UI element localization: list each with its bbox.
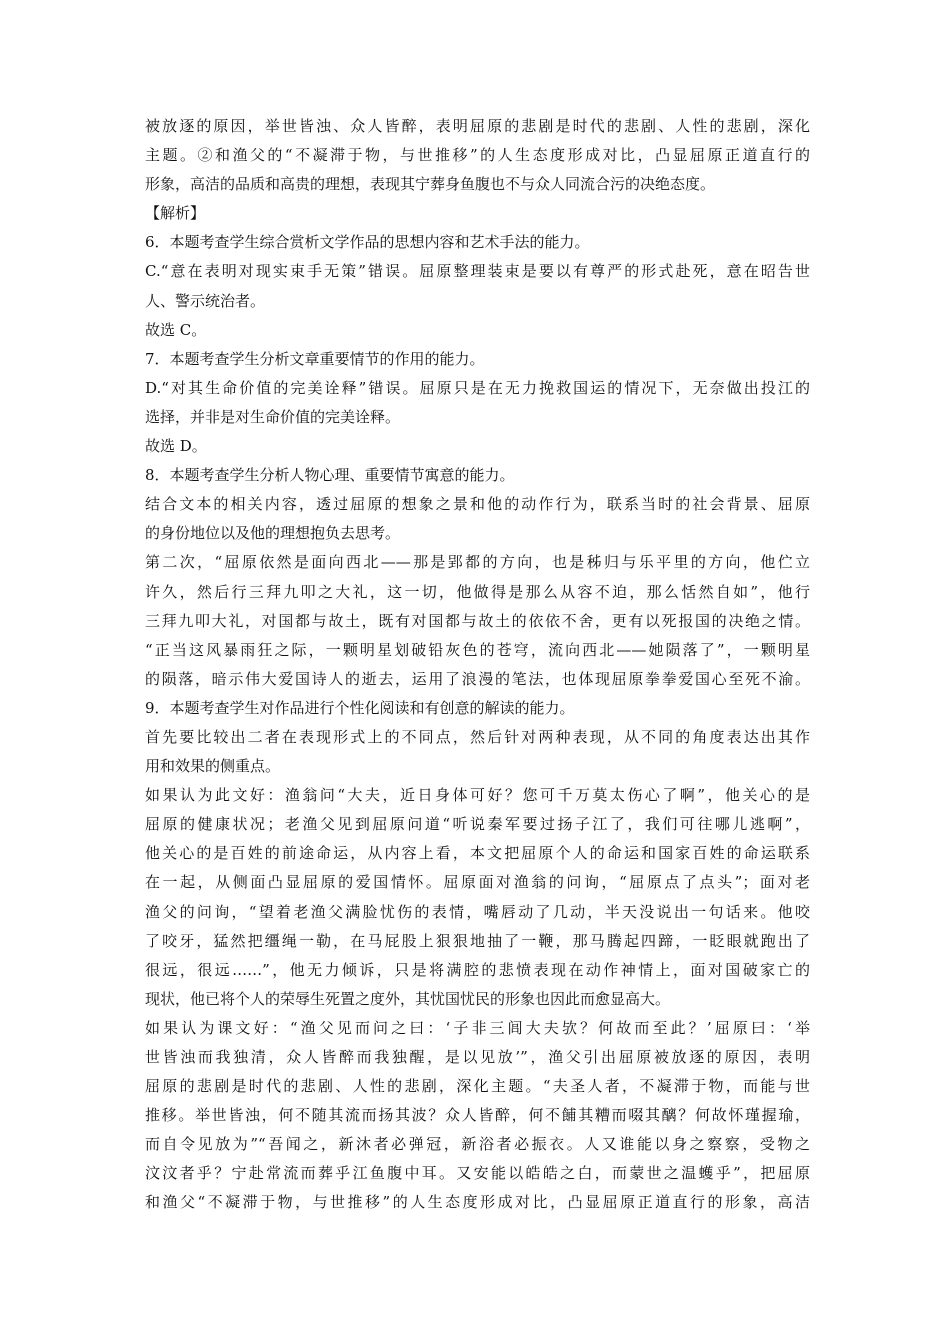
text-line: 人、警示统治者。 bbox=[145, 291, 266, 310]
text-line: 如果认为课文好：“渔父见而问之曰：‘子非三闾大夫欤？何故而至此？’屈原曰：‘举 bbox=[145, 1018, 810, 1037]
text-line: 用和效果的侧重点。 bbox=[145, 757, 281, 776]
text-line: 推移。举世皆浊，何不随其流而扬其波？众人皆醉，何不餔其糟而啜其醨？何故怀瑾握瑜， bbox=[145, 1106, 810, 1125]
text-line: 和渔父“不凝滞于物，与世推移”的人生态度形成对比，凸显屈原正道直行的形象，高洁 bbox=[145, 1193, 810, 1212]
question-header: 7．本题考查学生分析文章重要情节的作用的能力。 bbox=[145, 349, 485, 368]
text-line: 汶汶者乎？宁赴常流而葬乎江鱼腹中耳。又安能以皓皓之白，而蒙世之温蠖乎”，把屈原 bbox=[145, 1164, 810, 1183]
text-line: “正当这风暴雨狂之际，一颗明星划破铅灰色的苍穹，流向西北——她陨落了”，一颗明星 bbox=[145, 640, 810, 659]
text-line: 他关心的是百姓的前途命运，从内容上看，本文把屈原个人的命运和国家百姓的命运联系 bbox=[145, 844, 810, 863]
text-line: C.“意在表明对现实束手无策”错误。屈原整理装束是要以有尊严的形式赴死，意在昭告世 bbox=[145, 262, 810, 281]
text-line: 世皆浊而我独清，众人皆醉而我独醒，是以见放’”，渔父引出屈原被放逐的原因，表明 bbox=[145, 1048, 810, 1066]
text-line: 渔父的问询，“望着老渔父满脸忧伤的表情，嘴唇动了几动，半天没说出一句话来。他咬 bbox=[145, 902, 810, 921]
text-line: 第二次，“屈原依然是面向西北——那是郢都的方向，也是秭归与乐平里的方向，他伫立 bbox=[145, 553, 810, 572]
text-line: 很远，很远……”，他无力倾诉，只是将满腔的悲愤表现在动作神情上，面对国破家亡的 bbox=[145, 960, 810, 979]
text-line: 主题。②和渔父的“不凝滞于物，与世推移”的人生态度形成对比，凸显屈原正道直行的 bbox=[145, 146, 810, 165]
text-line: 而自令见放为”“吾闻之，新沐者必弹冠，新浴者必振衣。人又谁能以身之察察，受物之 bbox=[145, 1135, 810, 1154]
text-line: 如果认为此文好：渔翁问“大夫，近日身体可好？您可千万莫太伤心了啊”，他关心的是 bbox=[145, 786, 810, 805]
question-header: 9．本题考查学生对作品进行个性化阅读和有创意的解读的能力。 bbox=[145, 698, 575, 717]
text-line: 结合文本的相关内容，透过屈原的想象之景和他的动作行为，联系当时的社会背景、屈原 bbox=[145, 495, 810, 514]
text-line: 许久，然后行三拜九叩之大礼，这一切，他做得是那么从容不迫，那么恬然自如”，他行 bbox=[145, 582, 810, 601]
section-heading: 【解析】 bbox=[145, 204, 206, 223]
text-line: 在一起，从侧面凸显屈原的爱国情怀。屈原面对渔翁的问询，“屈原点了点头”；面对老 bbox=[145, 873, 810, 892]
text-line: 三拜九叩大礼，对国都与故土，既有对国都与故土的依依不舍，更有以死报国的决绝之情。 bbox=[145, 611, 810, 630]
text-line: D.“对其生命价值的完美诠释”错误。屈原只是在无力挽救国运的情况下，无奈做出投江的 bbox=[145, 378, 810, 397]
text-line: 屈原的悲剧是时代的悲剧、人性的悲剧，深化主题。“夫圣人者，不凝滞于物，而能与世 bbox=[145, 1077, 810, 1096]
text-line: 首先要比较出二者在表现形式上的不同点，然后针对两种表现，从不同的角度表达出其作 bbox=[145, 727, 810, 746]
text-line: 的身份地位以及他的理想抱负去思考。 bbox=[145, 524, 401, 543]
text-line: 形象，高洁的品质和高贵的理想，表现其宁葬身鱼腹也不与众人同流合污的决绝态度。 bbox=[145, 175, 716, 194]
text-line: 选择，并非是对生命价值的完美诠释。 bbox=[145, 407, 401, 426]
question-header: 6．本题考查学生综合赏析文学作品的思想内容和艺术手法的能力。 bbox=[145, 233, 590, 252]
text-line: 被放逐的原因，举世皆浊、众人皆醉，表明屈原的悲剧是时代的悲剧、人性的悲剧，深化 bbox=[145, 117, 810, 135]
text-line: 屈原的健康状况；老渔父见到屈原问道“听说秦军要过扬子江了，我们可往哪儿逃啊”， bbox=[145, 815, 810, 834]
text-line: 的陨落，暗示伟大爱国诗人的逝去，运用了浪漫的笔法，也体现屈原拳拳爱国心至死不渝。 bbox=[145, 669, 810, 688]
answer-line: 故选 C。 bbox=[145, 320, 207, 339]
answer-line: 故选 D。 bbox=[145, 437, 207, 456]
text-line: 了咬牙，猛然把缰绳一勒，在马屁股上狠狠地抽了一鞭，那马腾起四蹄，一眨眼就跑出了 bbox=[145, 931, 810, 950]
text-line: 现状，他已将个人的荣辱生死置之度外，其忧国忧民的形象也因此而愈显高大。 bbox=[145, 989, 671, 1008]
document-body bbox=[145, 112, 810, 1218]
question-header: 8．本题考查学生分析人物心理、重要情节寓意的能力。 bbox=[145, 466, 515, 485]
